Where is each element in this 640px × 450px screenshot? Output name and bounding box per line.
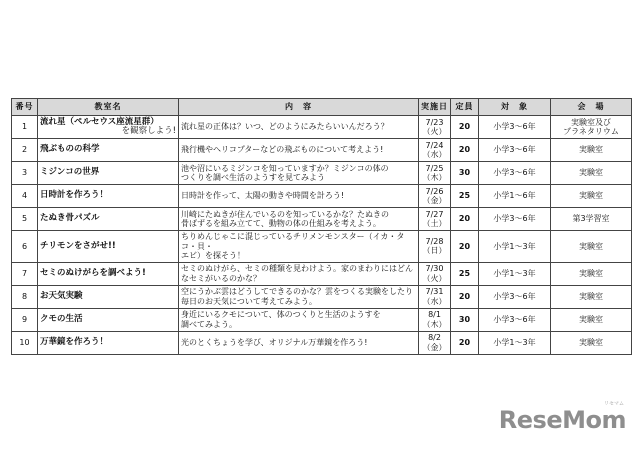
header-date: 実施日: [419, 99, 451, 116]
date-value: 7/28: [425, 236, 444, 246]
class-name-cell: [38, 308, 179, 331]
class-name-cell: [38, 331, 179, 354]
row-number: 5: [12, 208, 38, 231]
target-cell: 小学3～6年: [479, 285, 551, 308]
class-name: ミジンコの世界: [40, 167, 100, 178]
header-row: [12, 99, 632, 116]
class-name-cell: [38, 162, 179, 185]
venue-cell: 実験室: [551, 162, 632, 185]
class-name-cell: [38, 231, 179, 263]
row-number: 10: [12, 331, 38, 354]
row-number: 2: [12, 139, 38, 162]
date-cell: [419, 162, 451, 185]
date-value: 7/26: [425, 186, 444, 196]
date-cell: [419, 208, 451, 231]
content-cell: 飛行機やヘリコプターなどの飛ぶものについて考えよう!: [179, 139, 419, 162]
row-number: 6: [12, 231, 38, 263]
capacity-cell: 20: [451, 208, 479, 231]
table-row: [12, 308, 632, 331]
capacity-cell: 20: [451, 331, 479, 354]
header-no: 番号: [12, 99, 38, 116]
date-cell: [419, 285, 451, 308]
content-cell: 空にうかぶ雲はどうしてできるのかな？雲をつくる実験をしたり 毎日のお天気について考えてみよう。: [179, 285, 419, 308]
table-row: [12, 285, 632, 308]
header-venue: 会 場: [551, 99, 632, 116]
table-row: [12, 185, 632, 208]
date-cell: [419, 308, 451, 331]
content-cell: ちりめんじゃこに混じっているチリメンモンスター（イカ・タコ・貝・ エビ）を探そう！: [179, 231, 419, 263]
date-value: 7/30: [425, 264, 444, 273]
row-number: 8: [12, 285, 38, 308]
content-cell: 池や沼にいるミジンコを知っていますか？ミジンコの体の つくりを調べ生活のようすを見てみよう: [179, 162, 419, 185]
capacity-cell: 30: [451, 308, 479, 331]
table-row: [12, 331, 632, 354]
header-capacity: 定員: [451, 99, 479, 116]
target-cell: 小学3～6年: [479, 162, 551, 185]
date-cell: [419, 139, 451, 162]
class-name: 日時計を作ろう！: [40, 190, 109, 201]
class-name-cell: [38, 208, 179, 231]
date-weekday: （水）: [422, 296, 447, 306]
class-name-line2: を観察しよう!: [121, 126, 176, 136]
content-cell: 流れ星の正体は？いつ、どのようにみたらいいんだろう？: [179, 116, 419, 139]
date-weekday: （日）: [422, 246, 447, 256]
content-cell: セミのぬけがら、セミの種類を見わけよう。家のまわりにはどん なセミがいるのかな？: [179, 262, 419, 285]
class-name: 飛ぶものの科学: [40, 144, 100, 155]
target-cell: 小学3～6年: [479, 208, 551, 231]
venue-cell: 実験室: [551, 262, 632, 285]
date-weekday: （金）: [422, 196, 447, 205]
class-name: 万華鏡を作ろう！: [40, 336, 109, 347]
date-cell: [419, 231, 451, 263]
date-value: 7/31: [425, 287, 444, 296]
table-row: [12, 139, 632, 162]
content-cell: 光のとくちょうを学び、オリジナル万華鏡を作ろう!: [179, 331, 419, 354]
target-cell: 小学1～3年: [479, 331, 551, 354]
date-value: 7/27: [425, 209, 444, 219]
date-weekday: （金）: [422, 342, 447, 352]
capacity-cell: 25: [451, 185, 479, 208]
capacity-cell: 25: [451, 262, 479, 285]
venue-cell: 実験室及び プラネタリウム: [551, 116, 632, 139]
date-value: 7/23: [425, 117, 444, 127]
venue-cell: 第3学習室: [551, 208, 632, 231]
schedule-table-wrap: [11, 98, 631, 355]
row-number: 3: [12, 162, 38, 185]
venue-cell: 実験室: [551, 139, 632, 162]
logo-text: ReseMom: [498, 406, 626, 434]
class-name-cell: [38, 285, 179, 308]
header-content: 内 容: [179, 99, 419, 116]
header-name: 教室名: [38, 99, 179, 116]
class-name: セミのぬけがらを調べよう!: [40, 267, 146, 278]
table-row: [12, 116, 632, 139]
capacity-cell: 20: [451, 285, 479, 308]
row-number: 7: [12, 262, 38, 285]
class-name: チリモンをさがせ!!: [40, 240, 116, 251]
class-name: 流れ星（ペルセウス座流星群）: [40, 116, 159, 127]
row-number: 9: [12, 308, 38, 331]
date-weekday: （木）: [422, 319, 447, 329]
venue-cell: 実験室: [551, 231, 632, 263]
venue-cell: 実験室: [551, 308, 632, 331]
content-cell: 身近にいるクモについて、体のつくりと生活のようすを 調べてみよう。: [179, 308, 419, 331]
class-name-cell: [38, 185, 179, 208]
capacity-cell: 20: [451, 231, 479, 263]
venue-cell: 実験室: [551, 331, 632, 354]
content-cell: 日時計を作って、太陽の動きや時間を計ろう!: [179, 185, 419, 208]
date-cell: [419, 331, 451, 354]
date-value: 8/1: [428, 310, 441, 319]
logo-sub: リセマム: [604, 401, 624, 407]
table-row: [12, 231, 632, 263]
date-weekday: （土）: [422, 219, 447, 228]
table-row: [12, 208, 632, 231]
capacity-cell: 30: [451, 162, 479, 185]
schedule-table: [11, 98, 632, 355]
table-row: [12, 162, 632, 185]
date-cell: [419, 185, 451, 208]
target-cell: 小学1～3年: [479, 231, 551, 263]
class-name-cell: [38, 139, 179, 162]
target-cell: 小学1～6年: [479, 185, 551, 208]
venue-cell: 実験室: [551, 185, 632, 208]
resemom-logo: [498, 401, 626, 434]
date-weekday: （水）: [422, 150, 447, 159]
date-weekday: （火）: [422, 273, 447, 283]
target-cell: 小学3～6年: [479, 116, 551, 139]
header-target: 対 象: [479, 99, 551, 116]
date-cell: [419, 262, 451, 285]
date-weekday: （火）: [422, 127, 447, 136]
class-name: クモの生活: [40, 313, 83, 324]
class-name: お天気実験: [40, 290, 83, 301]
date-value: 8/2: [428, 333, 441, 342]
date-value: 7/24: [425, 140, 444, 150]
row-number: 4: [12, 185, 38, 208]
content-cell: 川崎にたぬきが住んでいるのを知っているかな？たぬきの 骨ばずるを組み立てて、動物の体の仕組みを考えよう。: [179, 208, 419, 231]
table-row: [12, 262, 632, 285]
venue-cell: 実験室: [551, 285, 632, 308]
target-cell: 小学3～6年: [479, 139, 551, 162]
capacity-cell: 20: [451, 116, 479, 139]
target-cell: 小学1～3年: [479, 262, 551, 285]
class-name-cell: [38, 116, 179, 139]
capacity-cell: 20: [451, 139, 479, 162]
row-number: 1: [12, 116, 38, 139]
class-name-cell: [38, 262, 179, 285]
date-weekday: （木）: [422, 173, 447, 182]
date-cell: [419, 116, 451, 139]
target-cell: 小学3～6年: [479, 308, 551, 331]
class-name: たぬき骨パズル: [40, 213, 100, 224]
date-value: 7/25: [425, 163, 444, 173]
